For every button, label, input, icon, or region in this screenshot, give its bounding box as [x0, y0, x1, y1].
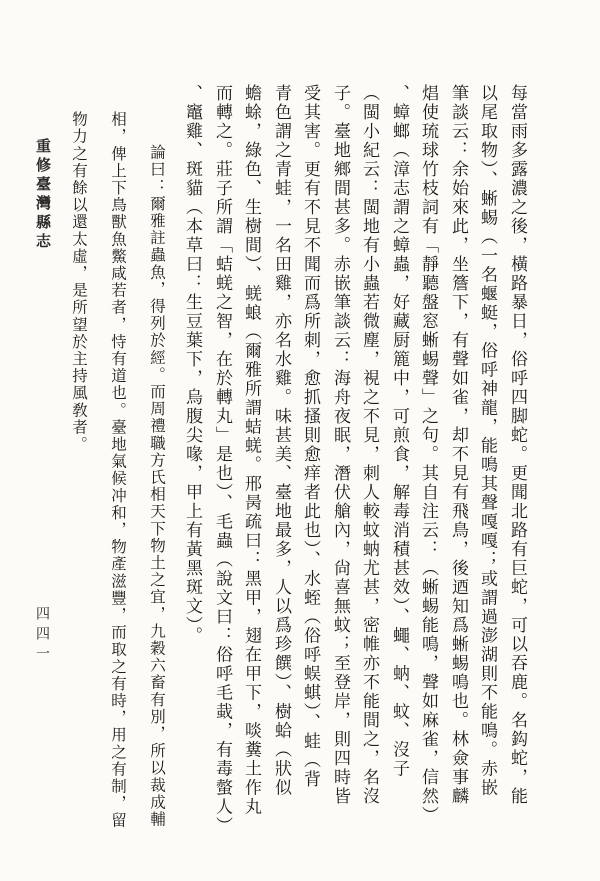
- text-column-3: 筆談云：余始來此，坐簷下，有聲如雀，却不見有飛鳥，後迺知爲蜥蜴鳴也。林僉事麟: [448, 84, 468, 806]
- lun-column-3: 物力之有餘以還太虛，是所望於主持風敎者。: [70, 111, 88, 453]
- lun-column-1: 論曰：爾雅註蟲魚，得列於經。而周禮職方氏相天下物土之宜，九穀六畜有別，所以裁成輔: [148, 144, 166, 828]
- text-column-9: 青色謂之青蛙，一名田雞，亦名水雞。味甚美、臺地最多，人以爲珍饌）、樹蛤（狀似: [271, 84, 291, 798]
- text-column-5: 、蟑螂（漳志謂之蟑蟲，好藏厨簏中，可煎食，解毒消積甚效）、蠅、蚋、蚊、沒子: [389, 84, 409, 779]
- text-column-4: 焻使琉球竹枝詞有「靜聽盤窓蜥蜴聲」之句。其自注云：（蜥蜴能鳴，聲如麻雀，信然）: [418, 84, 438, 825]
- text-column-6: （閩小紀云：閩地有小蟲若微塵，視之不見，刺人較蚊蚋尤甚，密帷亦不能間之，名沒: [359, 84, 379, 806]
- text-column-11: 而轉之。莊子所謂「蛣蜣之智，在於轉丸」是也）、毛蟲（說文曰：俗呼毛蛓，有毒螫人）: [212, 84, 232, 836]
- text-column-2: 以尾取物）、蜥蜴（一名蝘蜓，俗呼神龍，能鳴其聲嘎嘎；或謂過澎湖則不能鳴。赤嵌: [477, 84, 497, 798]
- text-column-7: 子。臺地鄉間甚多。赤嵌筆談云：海舟夜眠，潛伏艙內，尙喜無蚊；至登岸，則四時皆: [330, 84, 350, 806]
- text-column-8: 受其害。更有不見不聞而爲所刺，愈抓搔則愈痒者此也）、水蛭（俗呼蜈蜞）、蛙（背: [300, 84, 320, 789]
- text-column-12: 、竈雞、斑貓（本草曰：生豆葉下，烏腹尖喙，甲上有黃黑斑文）。: [182, 84, 202, 646]
- book-title-margin: 重修臺灣縣志: [34, 138, 52, 252]
- text-column-10: 蟾蜍，綠色、生樹間）、蜣蜋（爾雅所謂蛣蜣。邢昺疏曰：黑甲，翅在甲下，啖糞土作丸: [241, 84, 261, 817]
- page-number: 四四一: [34, 606, 50, 666]
- lun-column-2: 相，俾上下鳥獸魚鱉咸若者，恃有道也。臺地氣候冲和，物產滋豐，而取之有時，用之有制，留: [109, 111, 127, 830]
- text-column-1: 每當雨多露濃之後，橫路暴日，俗呼四脚蛇。更聞北路有巨蛇，可以吞鹿。名鈎蛇，能: [507, 84, 527, 806]
